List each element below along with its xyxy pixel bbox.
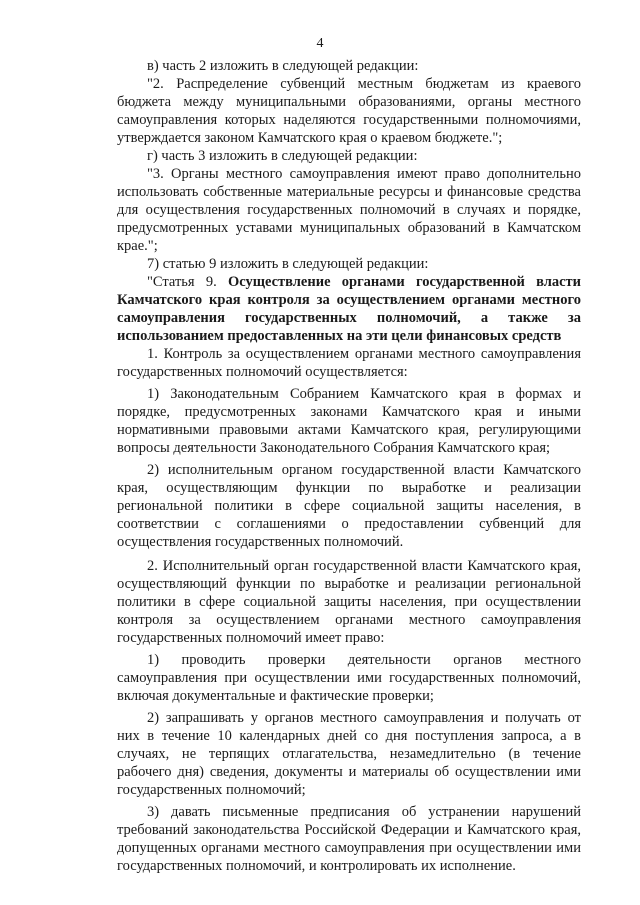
article-9-prefix: "Статья 9.: [147, 274, 228, 290]
paragraph-part-3-text: "3. Органы местного самоуправления имеют право дополнительно использовать собственные материальные ресурсы и финансовые средства для осуществления государственных полномочий в случаях и порядке, предусмотренных уставами муниципальных образований в Камчатском крае.";: [117, 166, 581, 254]
paragraph-clause-1: 1. Контроль за осуществлением органами местного самоуправления государственных полномочий осуществляется:: [117, 346, 581, 380]
paragraph-clause-2: 2. Исполнительный орган государственной власти Камчатского края, осуществляющий функции по выработке и реализации региональной политики в сфере социальной защиты населения, при осуществлении контроля за осуществлением органами местного самоуправления государственных полномочий имеет право:: [117, 558, 581, 646]
paragraph-clause-2-3: 3) давать письменные предписания об устранении нарушений требований законодательства Российской Федерации и Камчатского края, допущенных органами местного самоуправления при осуществлении ими государственных полномочий, и контролировать их исполнение.: [117, 804, 581, 874]
paragraph-clause-1-1: 1) Законодательным Собранием Камчатского края в формах и порядке, предусмотренных законами Камчатского края и иными нормативными правовыми актами Камчатского края, регулирующими вопросы деятельности Законодательного Собрания Камчатского края;: [117, 386, 581, 456]
paragraph-item-7: 7) статью 9 изложить в следующей редакции:: [147, 256, 429, 272]
document-body: [117, 57, 581, 875]
paragraph-clause-2-2: 2) запрашивать у органов местного самоуправления и получать от них в течение 10 календарных дней со дня поступления запроса, а в случаях, не терпящих отлагательства, незамедлительно (в течение рабочего дня) сведения, документы и материалы об осуществлении ими государственных полномочий;: [117, 710, 581, 798]
article-9-heading: [117, 273, 581, 345]
paragraph-amendment-v: в) часть 2 изложить в следующей редакции:: [147, 58, 419, 74]
paragraph-part-2-text: "2. Распределение субвенций местным бюджетам из краевого бюджета между муниципальными образованиями, органы местного самоуправления которых наделяются государственными полномочиями, утверждается законом Камчатского края о краевом бюджете.";: [117, 76, 581, 146]
paragraph-clause-1-2: 2) исполнительным органом государственной власти Камчатского края, осуществляющим функции по выработке и реализации региональной политики в сфере социальной защиты населения, в соответствии с соглашениями о предоставлении субвенций для осуществления государственных полномочий.: [117, 462, 581, 550]
page-number: 4: [316, 36, 324, 51]
article-9-title: Осуществление органами государственной власти Камчатского края контроля за осуществлением органами местного самоуправления государственных полномочий, а также за использованием предоставленных на эти цели финансовых средств: [117, 274, 582, 344]
paragraph-clause-2-1: 1) проводить проверки деятельности органов местного самоуправления при осуществлении ими государственных полномочий, включая документальные и фактические проверки;: [117, 652, 581, 704]
paragraph-amendment-g: г) часть 3 изложить в следующей редакции:: [147, 148, 418, 164]
